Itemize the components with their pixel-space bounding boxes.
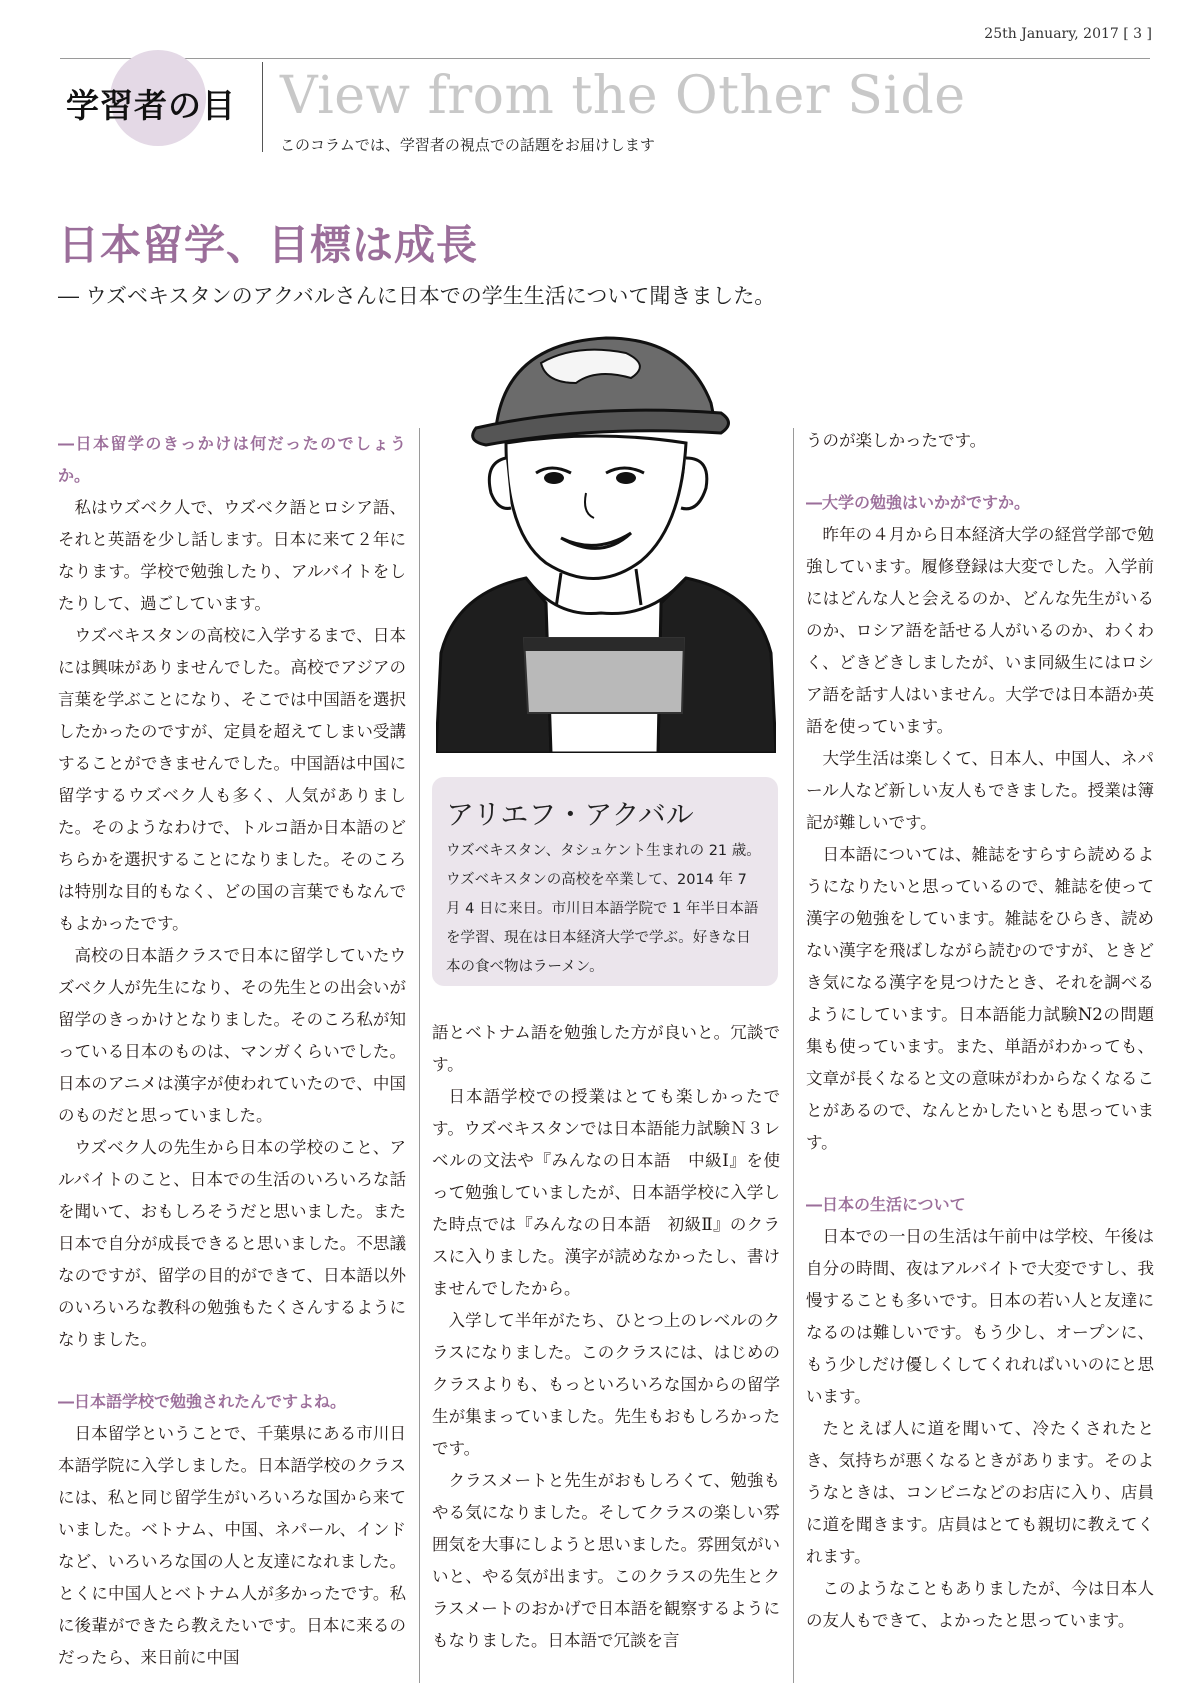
paragraph: 昨年の４月から日本経済大学の経営学部で勉強しています。履修登録は大変でした。入学前にはどんな人と会えるのか、どんな先生がいるのか、ロシア語を話せる人がいるのか、わくわく、どきどきしましたが、いま同級生にはロシア語を話す人はいません。大学では日本語か英語を使っています。 (806, 525, 1154, 736)
question-heading: ―日本留学のきっかけは何だったのでしょうか。 (58, 434, 406, 485)
profile-bio: ウズベキスタン、タシュケント生まれの 21 歳。ウズベキスタンの高校を卒業して、2014 年 7 月 4 日に来日。市川日本語学院で 1 年半日本語を学習、現在は日本経済大学で学ぶ。好きな日本の食べ物はラーメン。 (446, 843, 761, 975)
paragraph: 大学生活は楽しくて、日本人、中国人、ネパール人など新しい友人もできました。授業は簿記が難しいです。 (806, 749, 1154, 832)
date-line: 25th January, 2017 [ 3 ] (984, 26, 1152, 42)
paragraph: クラスメートと先生がおもしろくて、勉強もやる気になりました。そしてクラスの楽しい雰囲気を大事にしようと思いました。雰囲気がいいと、やる気が出ます。このクラスの先生とクラスメートのおかげで日本語を観察するようにもなりました。日本語で冗談を言 (432, 1471, 780, 1650)
header-rule (60, 58, 1150, 59)
paragraph: 日本語については、雑誌をすらすら読めるようになりたいと思っているので、雑誌を使って漢字の勉強をしています。雑誌をひらき、読めない漢字を飛ばしながら読むのですが、ときどき気になる漢字を見つけたとき、それを調べるようにしています。日本語能力試験N2の問題集も使っています。また、単語がわかっても、文章が長くなると文の意味がわからなくなることがあるので、なんとかしたいとも思っています。 (806, 845, 1154, 1152)
paragraph: 日本での一日の生活は午前中は学校、午後は自分の時間、夜はアルバイトで大変ですし、我慢することも多いです。日本の若い人と友達になるのは難しいです。もう少し、オープンに、もう少しだけ優しくしてくれればいいのにと思います。 (806, 1227, 1154, 1406)
column-rule-left (419, 428, 420, 1683)
article-column-1 (58, 428, 406, 1683)
question-heading: ―日本の生活について (806, 1195, 966, 1214)
article-column-2 (432, 1017, 780, 1682)
paragraph: 私はウズベク人で、ウズベク語とロシア語、それと英語を少し話します。日本に来て２年になります。学校で勉強したり、アルバイトをしたりして、過ごしています。 (58, 498, 406, 613)
article-column-3 (806, 425, 1154, 1683)
paragraph: このようなこともありましたが、今は日本人の友人もできて、よかったと思っています。 (806, 1579, 1154, 1630)
portrait-illustration (436, 333, 776, 753)
column-description: このコラムでは、学習者の視点での話題をお届けします (280, 136, 655, 154)
paragraph: 日本語学校での授業はとても楽しかったです。ウズベキスタンでは日本語能力試験Ｎ３レベルの文法や『みんなの日本語 中級Ⅰ』を使って勉強していましたが、日本語学校に入学した時点では『みんなの日本語 初級Ⅱ』のクラスに入りました。漢字が読めなかったし、書けませんでしたから。 (432, 1087, 780, 1298)
paragraph: 入学して半年がたち、ひとつ上のレベルのクラスになりました。このクラスには、はじめのクラスよりも、もっといろいろな国からの留学生が集まっていました。先生もおもしろかったです。 (432, 1311, 780, 1458)
paragraph: たとえば人に道を聞いて、冷たくされたとき、気持ちが悪くなるときがあります。そのようなときは、コンビニなどのお店に入り、店員に道を聞きます。店員はとても親切に教えてくれます。 (806, 1419, 1154, 1566)
column-rule-right (793, 428, 794, 1683)
profile-card (432, 777, 778, 986)
profile-name: アリエフ・アクバル (446, 798, 694, 831)
paragraph: うのが楽しかったです。 (806, 431, 987, 450)
paragraph: ウズベキスタンの高校に入学するまで、日本には興味がありませんでした。高校でアジアの言葉を学ぶことになり、そこでは中国語を選択したかったのですが、定員を超えてしまい受講することができませんでした。中国語は中国に留学するウズベク人も多く、人気がありました。そのようなわけで、トルコ語か日本語のどちらかを選択することになりました。そのころは特別な目的もなく、どの国の言葉でもなんでもよかったです。 (58, 626, 406, 933)
paragraph: 高校の日本語クラスで日本に留学していたウズベク人が先生になり、その先生との出会いが留学のきっかけとなりました。そのころ私が知っている日本のものは、マンガくらいでした。日本のアニメは漢字が使われていたので、中国のものだと思っていました。 (58, 946, 406, 1125)
spacer (806, 457, 1154, 487)
spacer (58, 1356, 406, 1386)
spacer (806, 1159, 1154, 1189)
question-heading: ―大学の勉強はいかがですか。 (806, 493, 1031, 512)
column-name-en: View from the Other Side (280, 66, 966, 126)
headline: 日本留学、目標は成長 (58, 221, 478, 269)
subhead: ― ウズベキスタンのアクバルさんに日本での学生生活について聞きました。 (58, 284, 776, 308)
header-divider (262, 62, 263, 152)
column-name-ja: 学習者の目 (66, 86, 236, 125)
paragraph: 語とベトナム語を勉強した方が良いと。冗談です。 (432, 1023, 780, 1074)
question-heading: ―日本語学校で勉強されたんですよね。 (58, 1392, 347, 1411)
paragraph: 日本留学ということで、千葉県にある市川日本語学院に入学しました。日本語学校のクラスには、私と同じ留学生がいろいろな国から来ていました。ベトナム、中国、ネパール、インドなど、いろいろな国の人と友達になれました。とくに中国人とベトナム人が多かったです。私に後輩ができたら教えたいです。日本に来るのだったら、来日前に中国 (58, 1424, 406, 1667)
paragraph: ウズベク人の先生から日本の学校のこと、アルバイトのこと、日本での生活のいろいろな話を聞いて、おもしろそうだと思いました。また日本で自分が成長できると思いました。不思議なのですが、留学の目的ができて、日本語以外のいろいろな教科の勉強もたくさんするようになりました。 (58, 1138, 406, 1349)
